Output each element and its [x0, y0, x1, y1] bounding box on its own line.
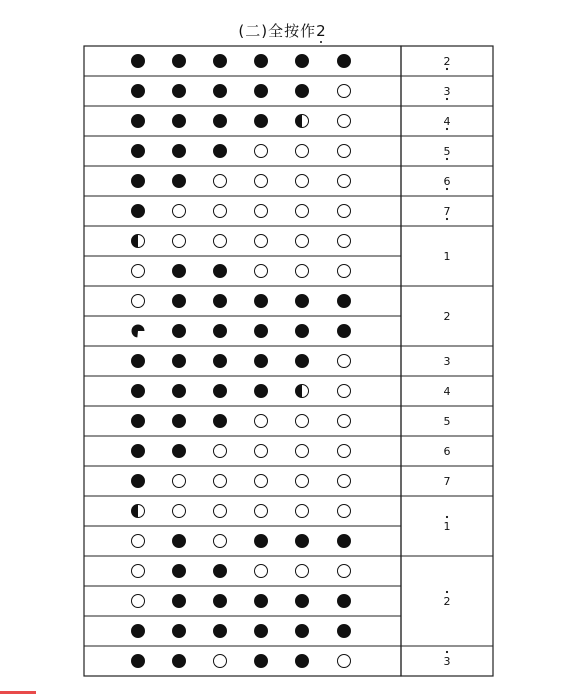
- hole-open: [132, 295, 145, 308]
- hole-closed: [173, 655, 186, 668]
- hole-closed: [296, 355, 309, 368]
- hole-closed: [296, 535, 309, 548]
- hole-open: [338, 355, 351, 368]
- hole-open: [296, 505, 309, 518]
- octave-dot-above: [446, 591, 448, 593]
- hole-closed: [214, 265, 227, 278]
- hole-open: [338, 505, 351, 518]
- hole-closed: [173, 535, 186, 548]
- note-label: 4: [443, 115, 451, 128]
- hole-closed: [173, 145, 186, 158]
- hole-open: [255, 175, 268, 188]
- hole-open: [338, 475, 351, 488]
- hole-open: [132, 265, 145, 278]
- hole-closed: [214, 115, 227, 128]
- octave-dot-below: [446, 188, 448, 190]
- hole-closed: [173, 415, 186, 428]
- hole-closed: [132, 625, 145, 638]
- hole-open: [214, 205, 227, 218]
- hole-open: [255, 265, 268, 278]
- hole-pie-extra: [132, 331, 139, 337]
- hole-closed: [132, 85, 145, 98]
- hole-closed: [173, 385, 186, 398]
- hole-open: [255, 415, 268, 428]
- title-note: 2: [316, 22, 327, 40]
- hole-open: [338, 175, 351, 188]
- hole-open: [132, 565, 145, 578]
- hole-closed: [132, 175, 145, 188]
- hole-closed: [132, 145, 145, 158]
- hole-closed: [173, 295, 186, 308]
- hole-closed: [132, 55, 145, 68]
- hole-open: [255, 145, 268, 158]
- hole-closed: [132, 355, 145, 368]
- note-label: 1: [443, 520, 451, 533]
- hole-closed: [255, 55, 268, 68]
- note-label: 5: [443, 415, 451, 428]
- hole-open: [255, 445, 268, 458]
- hole-open: [338, 415, 351, 428]
- hole-closed: [173, 595, 186, 608]
- hole-closed: [214, 385, 227, 398]
- hole-closed: [173, 175, 186, 188]
- hole-closed: [296, 655, 309, 668]
- octave-dot-above: [446, 651, 448, 653]
- hole-open: [296, 475, 309, 488]
- hole-closed: [255, 625, 268, 638]
- hole-half-fill: [296, 115, 303, 128]
- hole-open: [338, 565, 351, 578]
- hole-open: [338, 385, 351, 398]
- hole-open: [296, 235, 309, 248]
- hole-closed: [132, 475, 145, 488]
- hole-open: [214, 445, 227, 458]
- hole-closed: [255, 85, 268, 98]
- hole-open: [296, 265, 309, 278]
- hole-closed: [338, 295, 351, 308]
- hole-open: [214, 235, 227, 248]
- octave-dot-below: [446, 158, 448, 160]
- title-prefix: (二)全按作: [238, 22, 317, 40]
- hole-closed: [214, 625, 227, 638]
- hole-open: [338, 445, 351, 458]
- hole-open: [296, 145, 309, 158]
- hole-closed: [214, 355, 227, 368]
- hole-closed: [214, 55, 227, 68]
- hole-closed: [338, 625, 351, 638]
- octave-dot-below: [446, 98, 448, 100]
- hole-open: [338, 145, 351, 158]
- hole-closed: [132, 115, 145, 128]
- note-label: 3: [443, 655, 451, 668]
- hole-closed: [255, 595, 268, 608]
- hole-closed: [255, 655, 268, 668]
- hole-open: [338, 235, 351, 248]
- hole-half-fill: [296, 385, 303, 398]
- hole-open: [255, 205, 268, 218]
- hole-pie: [132, 325, 145, 331]
- note-label: 2: [443, 310, 451, 323]
- octave-dot-below: [446, 128, 448, 130]
- hole-closed: [255, 295, 268, 308]
- hole-open: [173, 475, 186, 488]
- hole-closed: [173, 325, 186, 338]
- hole-open: [173, 205, 186, 218]
- hole-closed: [132, 205, 145, 218]
- hole-open: [296, 175, 309, 188]
- hole-closed: [296, 325, 309, 338]
- hole-closed: [173, 565, 186, 578]
- hole-closed: [132, 655, 145, 668]
- hole-closed: [338, 325, 351, 338]
- hole-closed: [214, 145, 227, 158]
- hole-closed: [338, 595, 351, 608]
- note-label: 7: [443, 475, 451, 488]
- hole-closed: [255, 325, 268, 338]
- hole-closed: [173, 115, 186, 128]
- hole-open: [214, 535, 227, 548]
- hole-open: [214, 655, 227, 668]
- hole-half-fill: [132, 505, 139, 518]
- hole-closed: [296, 595, 309, 608]
- note-label: 5: [443, 145, 451, 158]
- hole-open: [255, 505, 268, 518]
- hole-closed: [255, 115, 268, 128]
- hole-open: [338, 205, 351, 218]
- hole-open: [132, 535, 145, 548]
- hole-closed: [173, 355, 186, 368]
- hole-open: [338, 655, 351, 668]
- hole-closed: [255, 535, 268, 548]
- hole-open: [132, 595, 145, 608]
- note-label: 2: [443, 55, 451, 68]
- hole-open: [255, 235, 268, 248]
- hole-open: [338, 115, 351, 128]
- hole-closed: [338, 535, 351, 548]
- hole-open: [338, 265, 351, 278]
- hole-closed: [255, 385, 268, 398]
- hole-open: [214, 505, 227, 518]
- hole-closed: [132, 445, 145, 458]
- hole-closed: [173, 55, 186, 68]
- hole-closed: [296, 625, 309, 638]
- hole-closed: [338, 55, 351, 68]
- hole-closed: [214, 325, 227, 338]
- note-label: 7: [443, 205, 451, 218]
- hole-closed: [173, 85, 186, 98]
- hole-open: [296, 445, 309, 458]
- hole-closed: [173, 625, 186, 638]
- hole-closed: [132, 415, 145, 428]
- hole-closed: [296, 85, 309, 98]
- hole-open: [296, 565, 309, 578]
- note-label: 1: [443, 250, 451, 263]
- hole-open: [214, 175, 227, 188]
- hole-open: [214, 475, 227, 488]
- hole-half-fill: [132, 235, 139, 248]
- note-label: 6: [443, 445, 451, 458]
- note-label: 2: [443, 595, 451, 608]
- hole-open: [173, 235, 186, 248]
- note-label: 4: [443, 385, 451, 398]
- hole-open: [296, 415, 309, 428]
- octave-dot-above: [446, 516, 448, 518]
- hole-open: [338, 85, 351, 98]
- hole-closed: [214, 415, 227, 428]
- hole-open: [255, 565, 268, 578]
- hole-closed: [214, 595, 227, 608]
- octave-dot-below: [446, 218, 448, 220]
- note-label: 3: [443, 355, 451, 368]
- hole-open: [173, 505, 186, 518]
- hole-open: [296, 205, 309, 218]
- hole-closed: [173, 445, 186, 458]
- hole-closed: [214, 85, 227, 98]
- hole-open: [255, 475, 268, 488]
- hole-closed: [173, 265, 186, 278]
- hole-closed: [214, 565, 227, 578]
- hole-closed: [132, 385, 145, 398]
- hole-closed: [255, 355, 268, 368]
- note-label: 3: [443, 85, 451, 98]
- note-label: 6: [443, 175, 451, 188]
- octave-dot-below: [446, 68, 448, 70]
- hole-closed: [214, 295, 227, 308]
- hole-closed: [296, 295, 309, 308]
- hole-closed: [296, 55, 309, 68]
